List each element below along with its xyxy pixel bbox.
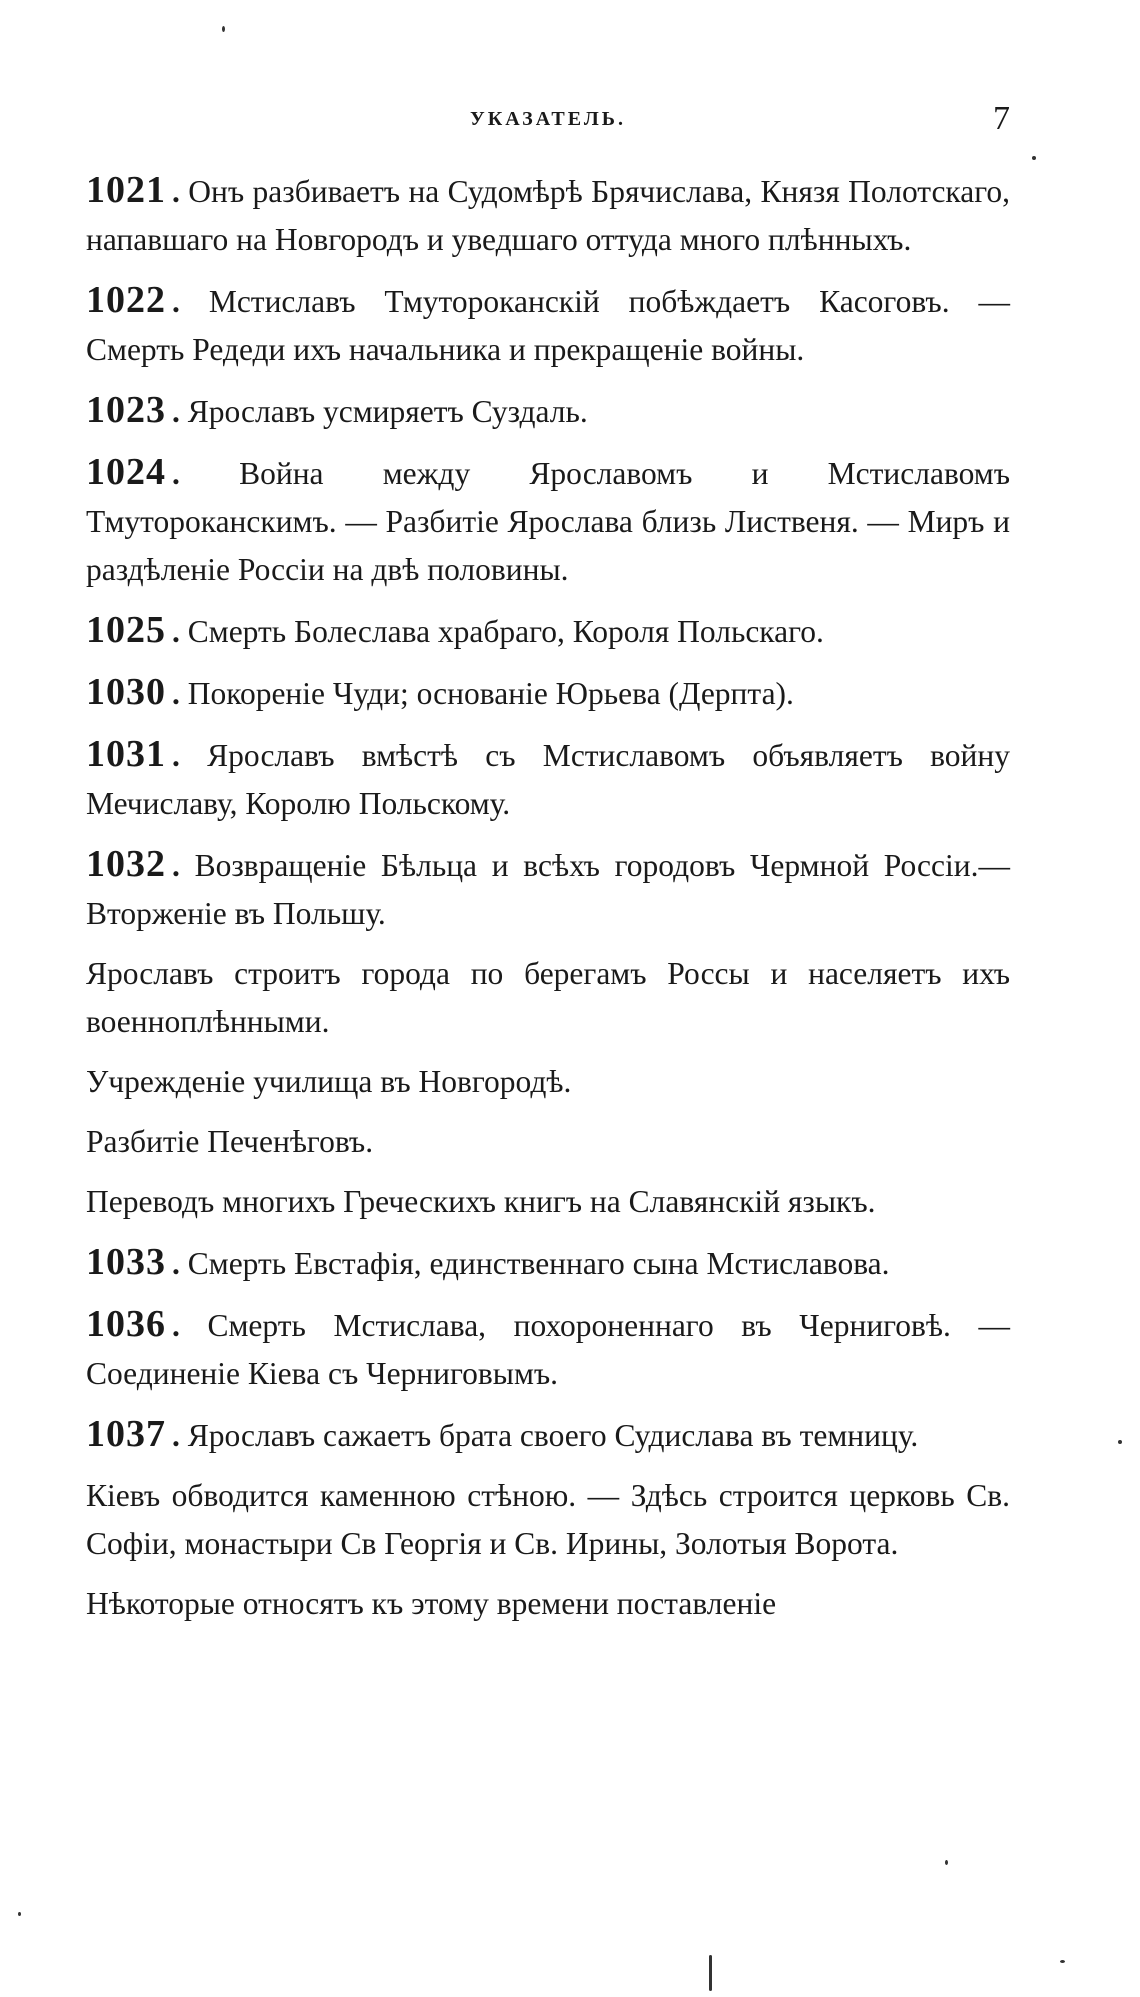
chronology-index	[86, 166, 1010, 1640]
index-entry: 1021 . Онъ разбиваетъ на Судомѣрѣ Брячислава, Князя Полотскаго, напавшаго на Новгородъ и уведшаго оттуда много плѣнныхъ.	[86, 169, 1011, 257]
entry-year: 1036	[86, 1303, 166, 1345]
scan-speck	[1060, 1960, 1065, 1963]
scan-speck	[709, 1955, 712, 1991]
running-head	[86, 100, 1010, 140]
running-head-title: УКАЗАТЕЛЬ.	[470, 108, 626, 130]
entry-year: 1023	[86, 389, 166, 431]
entry-year: 1031	[86, 733, 166, 775]
index-entry: 1024 . Война между Ярославомъ и Мстиславомъ Тмутороканскимъ. — Разбитіе Ярослава близь Лиственя. — Миръ и раздѣленіе Россіи на двѣ половины.	[86, 451, 1010, 587]
entry-text: Нѣкоторые относятъ къ этому времени поставленіе	[86, 1586, 777, 1621]
index-entry: 1022 . Мстиславъ Тмутороканскій побѣждаетъ Касоговъ. — Смерть Редеди ихъ начальника и прекращеніе войны.	[86, 279, 1011, 367]
entry-year: 1025	[86, 609, 166, 651]
entry-text: Ярославъ строитъ города по берегамъ Россы и населяетъ ихъ военноплѣнными.	[86, 956, 1010, 1039]
index-entry-continuation	[86, 1178, 1010, 1226]
entry-text: Покореніе Чуди; основаніе Юрьева (Дерпта).	[187, 676, 794, 711]
entry-text: Онъ разбиваетъ на Судомѣрѣ Брячислава, Князя Полотскаго, напавшаго на Новгородъ и уведшаго оттуда много плѣнныхъ.	[86, 174, 1011, 257]
entry-year: 1030	[86, 671, 166, 713]
entry-year: 1024	[86, 451, 166, 493]
index-entry: 1033 . Смерть Евстафія, единственнаго сына Мстиславова.	[86, 1241, 890, 1283]
entry-text: Разбитіе Печенѣговъ.	[86, 1124, 374, 1159]
entry-year: 1022	[86, 279, 166, 321]
index-entry: 1023 . Ярославъ усмиряетъ Суздаль.	[86, 389, 588, 431]
entry-text: Переводъ многихъ Греческихъ книгъ на Славянскій языкъ.	[86, 1184, 876, 1219]
index-entry: 1032 . Возвращеніе Бѣльца и всѣхъ городовъ Чермной Россіи.—Вторженіе въ Польшу.	[86, 843, 1010, 931]
entry-text: Смерть Болеслава храбраго, Короля Польскаго.	[187, 614, 824, 649]
entry-text: Смерть Евстафія, единственнаго сына Мстиславова.	[187, 1246, 890, 1281]
entry-text: Учрежденіе училища въ Новгородѣ.	[86, 1064, 572, 1099]
scan-speck	[1118, 1440, 1122, 1444]
scan-speck	[18, 1912, 21, 1916]
index-entry-continuation	[86, 1058, 1010, 1106]
entry-text: Ярославъ вмѣстѣ съ Мстиславомъ объявляетъ войну Мечиславу, Королю Польскому.	[86, 738, 1011, 821]
index-entry-continuation	[86, 1118, 1010, 1166]
entry-text: Кіевъ обводится каменною стѣною. — Здѣсь строится церковь Св. Софіи, монастыри Св Георгія и Св. Ирины, Золотыя Ворота.	[86, 1478, 1010, 1561]
entry-year: 1033	[86, 1241, 166, 1283]
scan-speck	[222, 26, 225, 32]
entry-text: Война между Ярославомъ и Мстиславомъ Тмутороканскимъ. — Разбитіе Ярослава близь Лиственя. — Миръ и раздѣленіе Россіи на двѣ половины.	[86, 456, 1010, 587]
scan-speck	[1032, 156, 1036, 160]
index-entry: 1036 . Смерть Мстислава, похороненнаго въ Черниговѣ. — Соединеніе Кіева съ Черниговымъ.	[86, 1303, 1011, 1391]
entry-year: 1021	[86, 169, 166, 211]
index-entry: 1031 . Ярославъ вмѣстѣ съ Мстиславомъ объявляетъ войну Мечиславу, Королю Польскому.	[86, 733, 1011, 821]
entry-text: Смерть Мстислава, похороненнаго въ Черниговѣ. — Соединеніе Кіева съ Черниговымъ.	[86, 1308, 1011, 1391]
entry-year: 1037	[86, 1413, 166, 1455]
index-entry-continuation	[86, 1472, 1010, 1568]
scan-speck	[945, 1860, 948, 1865]
index-entry-continuation	[86, 1580, 1010, 1628]
index-entry: 1037 . Ярославъ сажаетъ брата своего Судислава въ темницу.	[86, 1413, 919, 1455]
index-entry: 1030 . Покореніе Чуди; основаніе Юрьева (Дерпта).	[86, 671, 794, 713]
page-number: 7	[993, 100, 1010, 137]
index-entry-continuation	[86, 950, 1010, 1046]
entry-text: Мстиславъ Тмутороканскій побѣждаетъ Касоговъ. — Смерть Редеди ихъ начальника и прекращеніе войны.	[86, 284, 1011, 367]
entry-text: Ярославъ усмиряетъ Суздаль.	[187, 394, 588, 429]
index-entry: 1025 . Смерть Болеслава храбраго, Короля Польскаго.	[86, 609, 824, 651]
entry-year: 1032	[86, 843, 166, 885]
entry-text: Возвращеніе Бѣльца и всѣхъ городовъ Чермной Россіи.—Вторженіе въ Польшу.	[86, 848, 1010, 931]
entry-text: Ярославъ сажаетъ брата своего Судислава въ темницу.	[187, 1418, 919, 1453]
